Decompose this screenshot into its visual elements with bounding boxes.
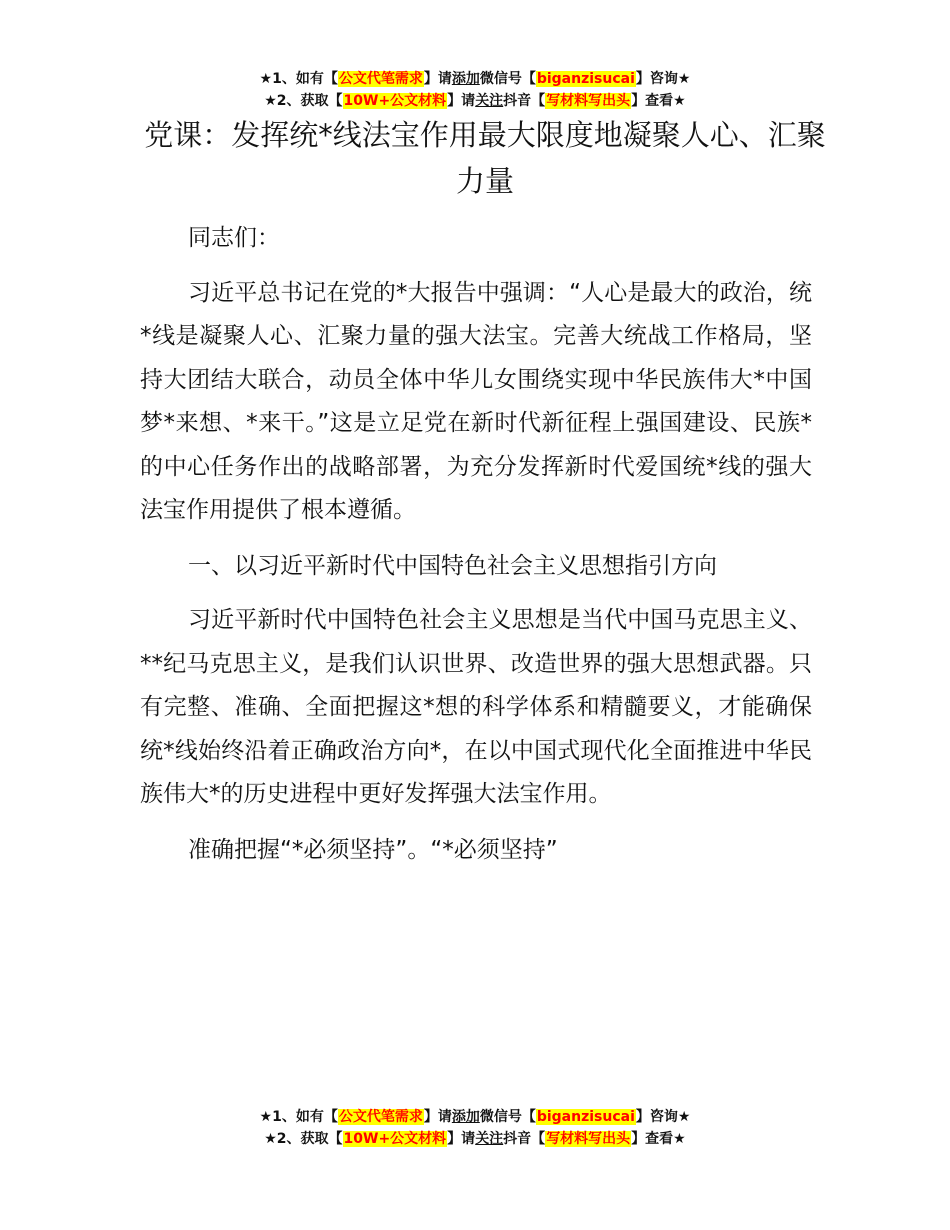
promo-text: 微信号【 bbox=[479, 1109, 536, 1125]
promo-line-1 bbox=[0, 1106, 950, 1128]
promo-banner-top bbox=[0, 68, 950, 112]
promo-text: 】咨询★ bbox=[635, 1109, 691, 1125]
promo-highlight: 10W+公文材料 bbox=[343, 93, 447, 109]
promo-highlight: 公文代笔需求 bbox=[338, 71, 423, 87]
promo-text: 】查看★ bbox=[631, 1131, 686, 1147]
promo-text: 微信号【 bbox=[479, 71, 536, 87]
document-body bbox=[140, 217, 812, 883]
salutation: 同志们： bbox=[188, 225, 280, 251]
promo-text: ★2、获取【 bbox=[264, 1131, 343, 1147]
promo-highlight: 写材料写出头 bbox=[546, 93, 631, 109]
promo-text: 】请 bbox=[423, 1109, 452, 1125]
promo-line-2 bbox=[0, 1128, 950, 1150]
paragraph: 准确把握“*必须坚持”。“*必须坚持” bbox=[188, 836, 558, 863]
paragraph: 习近平总书记在党的*大报告中强调：“人心是最大的政治，统*线是凝聚人心、汇聚力量的强大法宝。完善大统战工作格局，坚持大团结大联合，动员全体中华儿女围绕实现中华民族伟大*中国梦*来想、*来干。”这是立足党在新时代新征程上强国建设、民族*的中心任务作出的战略部署，为充分发挥新时代爱国统*线的强大法宝作用提供了根本遵循。 bbox=[140, 279, 812, 523]
promo-text: 抖音【 bbox=[503, 93, 546, 109]
promo-text: 】咨询★ bbox=[635, 71, 691, 87]
promo-text: 】查看★ bbox=[631, 93, 686, 109]
promo-line-1 bbox=[0, 68, 950, 90]
promo-text: 抖音【 bbox=[503, 1131, 546, 1147]
promo-line-2 bbox=[0, 90, 950, 112]
promo-highlight: biganzisucai bbox=[536, 71, 635, 87]
section-heading: 一、以习近平新时代中国特色社会主义思想指引方向 bbox=[188, 552, 717, 579]
promo-underlined-text: 关注 bbox=[475, 93, 504, 109]
promo-highlight: 10W+公文材料 bbox=[343, 1131, 447, 1147]
promo-underlined-text: 添加 bbox=[451, 1109, 480, 1125]
document-title: 党课：发挥统*线法宝作用最大限度地凝聚人心、汇聚力量 bbox=[144, 118, 826, 198]
promo-highlight: biganzisucai bbox=[536, 1109, 635, 1125]
promo-text: 】请 bbox=[447, 1131, 476, 1147]
promo-text: ★2、获取【 bbox=[264, 93, 343, 109]
promo-text: 】请 bbox=[423, 71, 452, 87]
promo-text: 】请 bbox=[447, 93, 476, 109]
promo-text: ★1、如有【 bbox=[259, 1109, 338, 1125]
promo-text: ★1、如有【 bbox=[259, 71, 338, 87]
promo-underlined-text: 关注 bbox=[475, 1131, 504, 1147]
promo-banner-bottom bbox=[0, 1106, 950, 1150]
paragraph: 习近平新时代中国特色社会主义思想是当代中国马克思主义、**纪马克思主义，是我们认识世界、改造世界的强大思想武器。只有完整、准确、全面把握这*想的科学体系和精髓要义，才能确保统*线始终沿着正确政治方向*，在以中国式现代化全面推进中华民族伟大*的历史进程中更好发挥强大法宝作用。 bbox=[140, 607, 812, 807]
promo-highlight: 公文代笔需求 bbox=[338, 1109, 423, 1125]
promo-underlined-text: 添加 bbox=[451, 71, 480, 87]
promo-highlight: 写材料写出头 bbox=[546, 1131, 631, 1147]
